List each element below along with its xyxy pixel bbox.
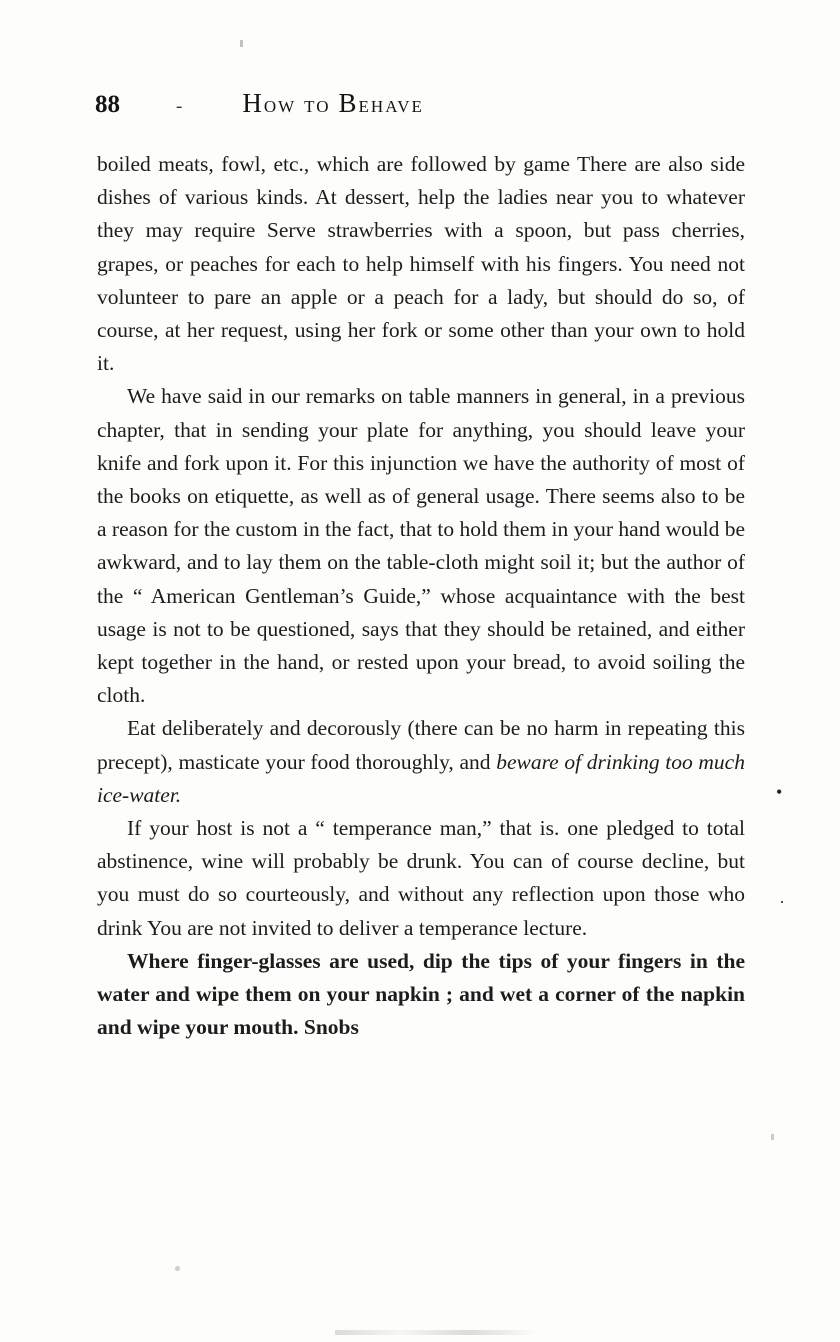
- page-speck-bottom: [175, 1266, 180, 1271]
- margin-mark-upper: •: [776, 782, 783, 802]
- paragraph-5: Where finger-glasses are used, dip the tips of your fingers in the water and wipe them on your napkin ; and wet a corner of the napkin and wipe your mouth. Snobs: [97, 948, 745, 1040]
- page-speck-top: [240, 40, 243, 47]
- page-header: [95, 88, 745, 122]
- paragraph-4: If your host is not a “ temperance man,” that is. one pledged to total abstinence, wine will probably be drunk. You can of course decline, but you must do so courteously, and without any reflection upon those who drink You are not invited to deliver a temperance lecture.: [97, 816, 745, 940]
- running-title-cap-h: H: [242, 88, 264, 118]
- paragraph-3-italic-phrase: beware of drinking too much ice-water.: [97, 749, 745, 807]
- page-number: 88: [95, 91, 120, 118]
- paragraph-1: boiled meats, fowl, etc., which are followed by game There are also side dishes of various kinds. At dessert, help the ladies near you to whatever they may require Serve strawberries with a spoon, but pass cherries, grapes, or peaches for each to help himself with his fingers. You need not volunteer to pare an apple or a peach for a lady, but should do so, of course, at her request, using her fork or some other than your own to hold it.: [97, 152, 745, 376]
- running-title: [242, 88, 424, 119]
- paragraph-2: We have said in our remarks on table manners in general, in a previous chapter, that in sending your plate for anything, you should leave your knife and fork upon it. For this injunction we have the authority of most of the books on etiquette, as well as of general usage. There seems also to be a reason for the custom in the fact, that to hold them in your hand would be awkward, and to lay them on the table-cloth might soil it; but the author of the “ American Gentleman’s Guide,” whose acquaintance with the best usage is not to be questioned, says that they should be retained, and either kept together in the hand, or rested upon your bread, to avoid soiling the cloth.: [97, 384, 745, 708]
- header-dash: -: [176, 96, 183, 117]
- margin-mark-lower: ·: [779, 892, 785, 912]
- page-bottom-smudge: [335, 1330, 535, 1335]
- paragraph-3-lead: Eat deliberately and decorously (there can be no harm in repeating this precept), masticate your food thoroughly, and: [97, 716, 745, 774]
- running-title-to: to: [304, 92, 331, 118]
- running-title-ehave: ehave: [358, 92, 424, 118]
- running-title-ow: ow: [263, 92, 297, 118]
- paragraph-3: [97, 712, 745, 812]
- page-speck-right: [771, 1134, 774, 1140]
- running-title-cap-b: B: [338, 88, 359, 118]
- page-body-text: [97, 148, 745, 1044]
